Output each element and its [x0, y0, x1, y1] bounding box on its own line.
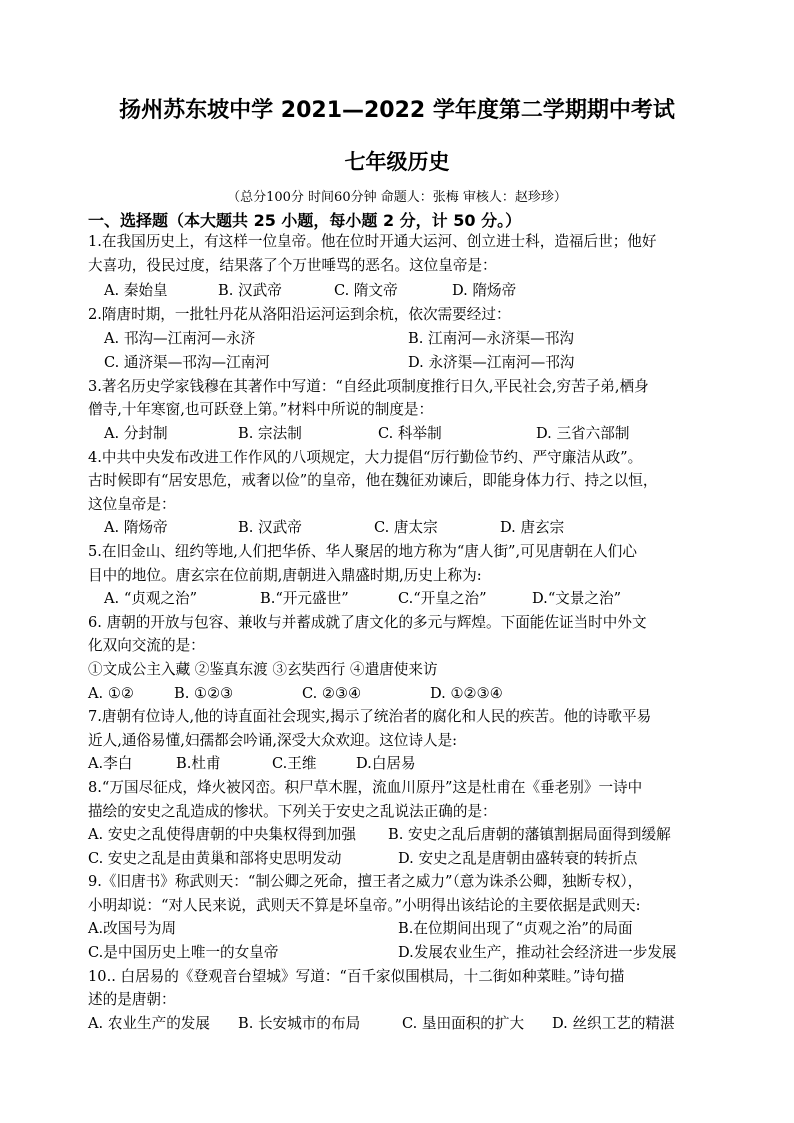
q1-line2: 大喜功，役民过度，结果落了个万世唾骂的恶名。这位皇帝是： — [88, 257, 497, 274]
q6-option-a: A. ①② — [88, 685, 134, 702]
q9-line2: 小明却说：“对人民来说，武则天不算是坏皇帝。”小明得出该结论的主要依据是武则天: — [88, 897, 641, 914]
q4-line3: 这位皇帝是： — [88, 496, 176, 513]
q7-option-a: A.李白 — [88, 755, 133, 772]
q6-option-d: D. ①②③④ — [430, 685, 503, 702]
q3-line2: 僧寺,十年寒窗,也可跃登上第。”材料中所说的制度是： — [88, 401, 434, 418]
q1-option-d: D. 隋炀帝 — [452, 282, 517, 299]
q2-line1: 2.隋唐时期，一批牡丹花从洛阳沿运河运到余杭，依次需要经过： — [88, 306, 511, 323]
q8-line2: 描绘的安史之乱造成的惨状。下列关于安史之乱说法正确的是： — [88, 803, 497, 820]
exam-title: 扬州苏东坡中学 2021—2022 学年度第二学期期中考试 — [119, 98, 675, 123]
q9-line1: 9.《旧唐书》称武则天：“制公卿之死命，擅王者之威力”（意为诛杀公卿，独断专权）， — [88, 873, 643, 890]
q8-line1: 8.“万国尽征戍，烽火被冈峦。积尸草木腥，流血川原丹”这是杜甫在《垂老别》一诗中 — [88, 779, 643, 796]
q3-option-c: C. 科举制 — [378, 425, 442, 442]
q10-option-d: D. 丝织工艺的精湛 — [552, 1015, 675, 1032]
exam-info: （总分100分 时间60分钟 命题人：张梅 审核人：赵珍珍） — [227, 190, 567, 205]
q3-option-b: B. 宗法制 — [238, 425, 302, 442]
q8-option-d: D. 安史之乱是唐朝由盛转衰的转折点 — [398, 850, 638, 867]
q6-line1: 6. 唐朝的开放与包容、兼收与并蓄成就了唐文化的多元与辉煌。下面能佐证当时中外文 — [88, 614, 647, 631]
q5-option-b: B.“开元盛世” — [260, 590, 349, 607]
q5-line1: 5.在旧金山、纽约等地,人们把华侨、华人聚居的地方称为“唐人街”,可见唐朝在人们心 — [88, 543, 637, 560]
q4-option-c: C. 唐太宗 — [374, 519, 438, 536]
q2-option-d: D. 永济渠—江南河—邗沟 — [408, 354, 575, 371]
q10-line1: 10.. 白居易的《登观音台望城》写道：“百千家似围棋局，十二街如种菜畦。”诗句描 — [88, 968, 625, 985]
q7-line1: 7.唐朝有位诗人,他的诗直面社会现实,揭示了统治者的腐化和人民的疾苦。他的诗歌平易 — [88, 708, 652, 725]
q1-option-a: A. 秦始皇 — [104, 282, 168, 299]
q2-option-a: A. 邗沟—江南河—永济 — [104, 330, 256, 347]
q4-option-d: D. 唐玄宗 — [500, 519, 565, 536]
q4-line1: 4.中共中央发布改进工作作风的八项规定，大力提倡“厉行勤俭节约、严守廉洁从政”。 — [88, 449, 643, 466]
q6-option-b: B. ①②③ — [174, 685, 234, 702]
q9-option-b: B.在位期间出现了“贞观之治”的局面 — [398, 920, 633, 937]
q5-option-d: D.“文景之治” — [532, 590, 622, 607]
q6-line3: ①文成公主入藏 ②鉴真东渡 ③玄奘西行 ④遣唐使来访 — [88, 661, 438, 678]
q6-line2: 化双向交流的是： — [88, 637, 205, 654]
q7-option-c: C.王维 — [272, 755, 317, 772]
q8-option-c: C. 安史之乱是由黄巢和部将史思明发动 — [88, 850, 342, 867]
q3-option-a: A. 分封制 — [104, 425, 168, 442]
q2-option-c: C. 通济渠—邗沟—江南河 — [104, 354, 270, 371]
q5-option-a: A. “贞观之治” — [104, 590, 198, 607]
q9-option-c: C.是中国历史上唯一的女皇帝 — [88, 944, 279, 961]
q4-option-b: B. 汉武帝 — [238, 519, 302, 536]
q1-line1: 1.在我国历史上，有这样一位皇帝。他在位时开通大运河、创立进士科，造福后世；他好 — [88, 233, 657, 250]
q4-line2: 古时候即有“居安思危，戒奢以俭”的皇帝，他在魏征劝谏后，即能身体力行、持之以恒， — [88, 472, 658, 489]
q6-option-c: C. ②③④ — [302, 685, 362, 702]
q10-option-a: A. 农业生产的发展 — [88, 1015, 210, 1032]
q1-option-c: C. 隋文帝 — [334, 282, 398, 299]
exam-subtitle: 七年级历史 — [344, 150, 450, 174]
q9-option-a: A.改国号为周 — [88, 920, 177, 937]
q10-option-c: C. 垦田面积的扩大 — [402, 1015, 525, 1032]
q7-option-b: B.杜甫 — [176, 755, 221, 772]
q7-option-d: D.白居易 — [356, 755, 416, 772]
q10-option-b: B. 长安城市的布局 — [238, 1015, 361, 1032]
q8-option-a: A. 安史之乱使得唐朝的中央集权得到加强 — [88, 826, 356, 843]
q9-option-d: D.发展农业生产，推动社会经济进一步发展 — [398, 944, 677, 961]
q7-line2: 近人,通俗易懂,妇孺都会吟诵,深受大众欢迎。这位诗人是: — [88, 732, 458, 749]
q5-option-c: C.“开皇之治” — [398, 590, 487, 607]
q8-option-b: B. 安史之乱后唐朝的藩镇割据局面得到缓解 — [388, 826, 671, 843]
q3-option-d: D. 三省六部制 — [536, 425, 630, 442]
q2-option-b: B. 江南河—永济渠—邗沟 — [408, 330, 574, 347]
q10-line2: 述的是唐朝： — [88, 991, 176, 1008]
section-title: 一、选择题（本大题共 25 小题，每小题 2 分，计 50 分。） — [88, 211, 522, 230]
q1-option-b: B. 汉武帝 — [218, 282, 282, 299]
q3-line1: 3.著名历史学家钱穆在其著作中写道：“自经此项制度推行日久,平民社会,穷苦子弟,栖身 — [88, 378, 649, 395]
q5-line2: 目中的地位。唐玄宗在位前期,唐朝进入鼎盛时期,历史上称为: — [88, 567, 482, 584]
q4-option-a: A. 隋炀帝 — [104, 519, 168, 536]
